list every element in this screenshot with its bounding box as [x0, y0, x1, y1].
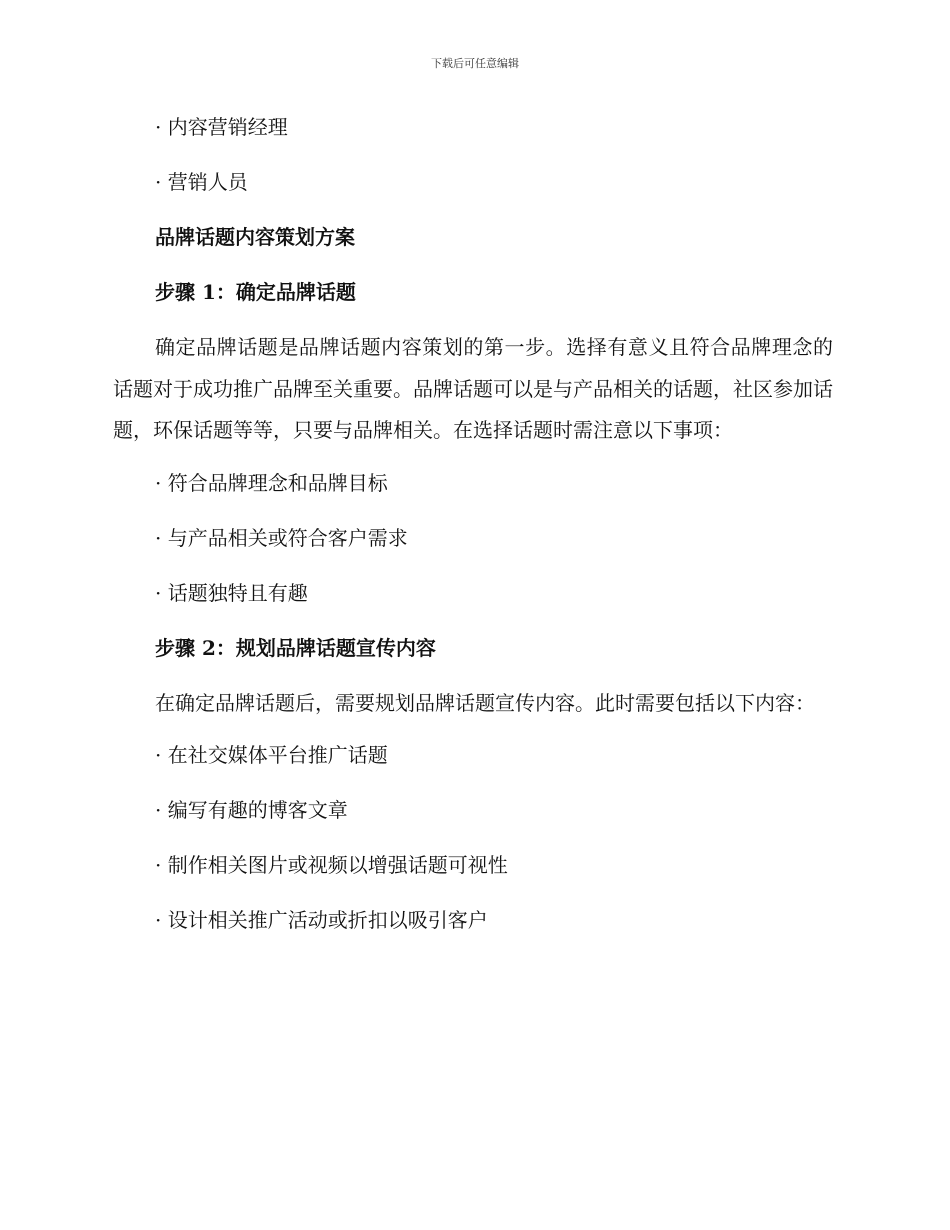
list-item: · 营销人员	[155, 170, 248, 194]
list-item: · 符合品牌理念和品牌目标	[155, 470, 388, 495]
list-item: · 制作相关图片或视频以增强话题可视性	[155, 853, 508, 877]
step1-title: 步骤 1：确定品牌话题	[155, 280, 356, 304]
section-title: 品牌话题内容策划方案	[155, 225, 355, 249]
list-item: · 编写有趣的博客文章	[155, 798, 348, 822]
page-header: 下载后可任意编辑	[431, 57, 519, 70]
document-body	[113, 110, 833, 958]
list-item: · 内容营销经理	[155, 115, 288, 139]
step1-paragraph: 确定品牌话题是品牌话题内容策划的第一步。选择有意义且符合品牌理念的话题对于成功推广品牌至关重要。品牌话题可以是与产品相关的话题，社区参加话题，环保话题等等，只要与品牌相关。在选择话题时需注意以下事项：	[113, 335, 833, 442]
step2-paragraph: 在确定品牌话题后，需要规划品牌话题宣传内容。此时需要包括以下内容：	[155, 690, 815, 715]
step2-title: 步骤 2：规划品牌话题宣传内容	[155, 635, 436, 660]
list-item: · 话题独特且有趣	[155, 580, 308, 605]
list-item: · 在社交媒体平台推广话题	[155, 743, 388, 767]
list-item: · 设计相关推广活动或折扣以吸引客户	[155, 908, 488, 932]
list-item: · 与产品相关或符合客户需求	[155, 525, 408, 550]
